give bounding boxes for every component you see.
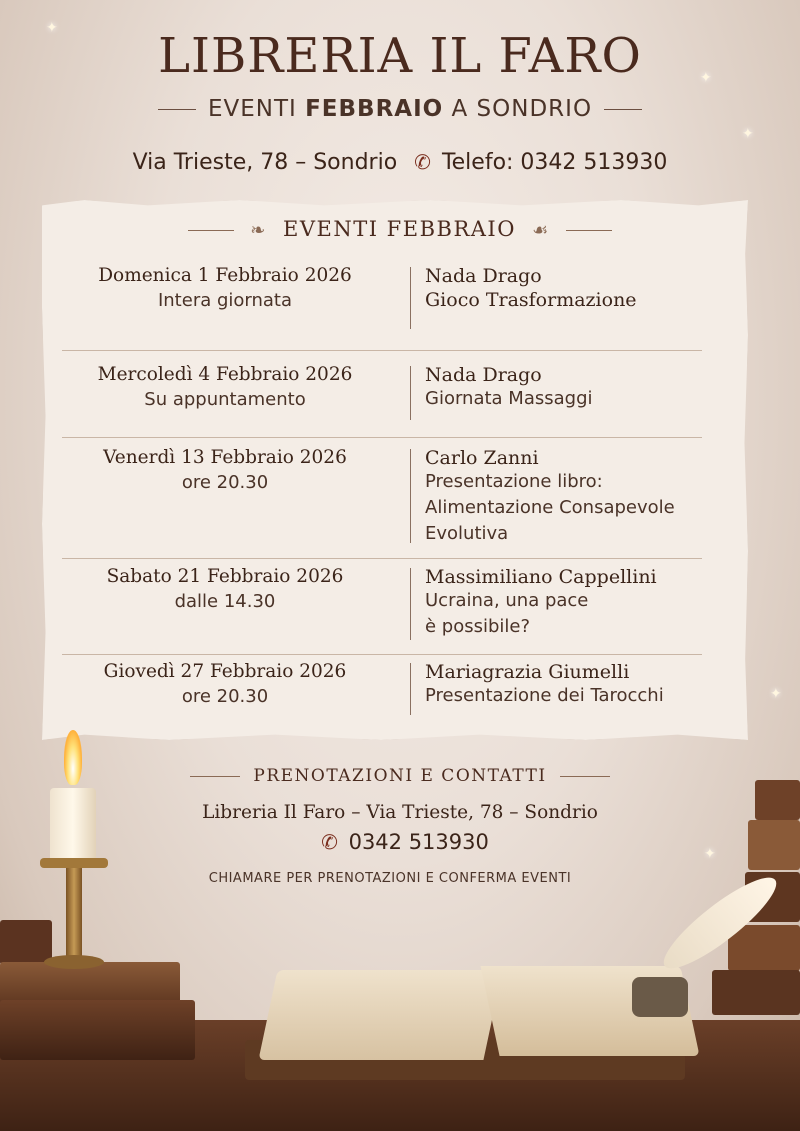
divider (62, 558, 702, 559)
divider (62, 350, 702, 351)
ornament-icon: ❧ (250, 220, 267, 241)
sparkle-icon: ✦ (742, 126, 754, 142)
event-date: Sabato 21 Febbraio 2026 (106, 566, 344, 587)
candle-icon (50, 788, 96, 866)
book-icon (0, 920, 52, 965)
event-date: Venerdì 13 Febbraio 2026 (103, 447, 347, 468)
event-date: Domenica 1 Febbraio 2026 (98, 265, 352, 286)
event-date: Mercoledì 4 Febbraio 2026 (97, 364, 353, 385)
phone-icon: ✆ (414, 150, 431, 174)
candle-holder (66, 868, 82, 960)
event-description: è possibile? (425, 616, 531, 638)
open-book-icon (258, 970, 502, 1060)
event-description: Gioco Trasformazione (425, 289, 637, 311)
event-host: Massimiliano Cappellini (425, 566, 657, 588)
events-heading (0, 217, 800, 241)
divider (560, 776, 610, 777)
divider (158, 109, 196, 110)
contacts-phone-number[interactable]: 0342 513930 (348, 830, 489, 854)
event-host: Mariagrazia Giumelli (425, 661, 630, 683)
divider (566, 230, 612, 231)
book-icon (0, 1000, 195, 1060)
book-icon (728, 925, 800, 971)
event-time: Su appuntamento (144, 389, 306, 410)
ornament-icon: ☙ (532, 220, 550, 241)
contacts-address: Libreria Il Faro – Via Trieste, 78 – Sondrio (202, 802, 598, 823)
subtitle-pre: EVENTI (207, 96, 297, 122)
subtitle-post: A SONDRIO (451, 96, 593, 122)
divider (410, 366, 411, 420)
sparkle-icon: ✦ (700, 70, 712, 86)
event-description: Alimentazione Consapevole (425, 497, 675, 519)
event-date: Giovedì 27 Febbraio 2026 (103, 661, 347, 682)
subtitle-month: FEBBRAIO (305, 96, 444, 122)
contacts-note: CHIAMARE PER PRENOTAZIONI E CONFERMA EVENTI (208, 871, 572, 886)
event-time: dalle 14.30 (174, 591, 276, 612)
event-host: Nada Drago (425, 364, 542, 386)
page-title: LIBRERIA IL FARO (158, 28, 642, 84)
event-host: Carlo Zanni (425, 447, 539, 469)
event-description: Ucraina, una pace (425, 590, 589, 611)
divider (62, 437, 702, 438)
sparkle-icon: ✦ (770, 686, 782, 702)
phone-text[interactable]: Telefo: 0342 513930 (441, 150, 668, 175)
subtitle (0, 96, 800, 122)
divider (410, 449, 411, 543)
sparkle-icon: ✦ (704, 846, 716, 862)
event-time: ore 20.30 (181, 472, 269, 493)
event-description: Presentazione dei Tarocchi (425, 685, 664, 706)
event-description: Presentazione libro: (425, 471, 603, 492)
address-text: Via Trieste, 78 – Sondrio (132, 150, 398, 175)
candle-holder (44, 955, 104, 969)
sparkle-icon: ✦ (46, 20, 58, 36)
event-host: Nada Drago (425, 265, 542, 287)
divider (410, 568, 411, 640)
header-address (0, 150, 800, 175)
event-description: Evolutiva (425, 523, 509, 545)
divider (62, 654, 702, 655)
event-time: ore 20.30 (181, 686, 269, 707)
inkpot-icon (632, 977, 688, 1017)
divider (410, 267, 411, 329)
contacts-heading-text: PRENOTAZIONI E CONTATTI (253, 766, 547, 786)
contacts-heading (0, 766, 800, 786)
book-icon (712, 970, 800, 1015)
event-item (60, 265, 710, 333)
events-heading-text: EVENTI FEBBRAIO (283, 217, 516, 241)
candle-flame-icon (64, 730, 82, 785)
divider (190, 776, 240, 777)
book-icon (755, 780, 800, 820)
event-time: Intera giornata (157, 290, 293, 311)
candle-holder (40, 858, 108, 868)
book-icon (748, 820, 800, 870)
divider (410, 663, 411, 715)
contacts-phone (0, 830, 800, 854)
divider (188, 230, 234, 231)
divider (604, 109, 642, 110)
phone-icon: ✆ (321, 830, 338, 854)
event-description: Giornata Massaggi (425, 388, 593, 409)
